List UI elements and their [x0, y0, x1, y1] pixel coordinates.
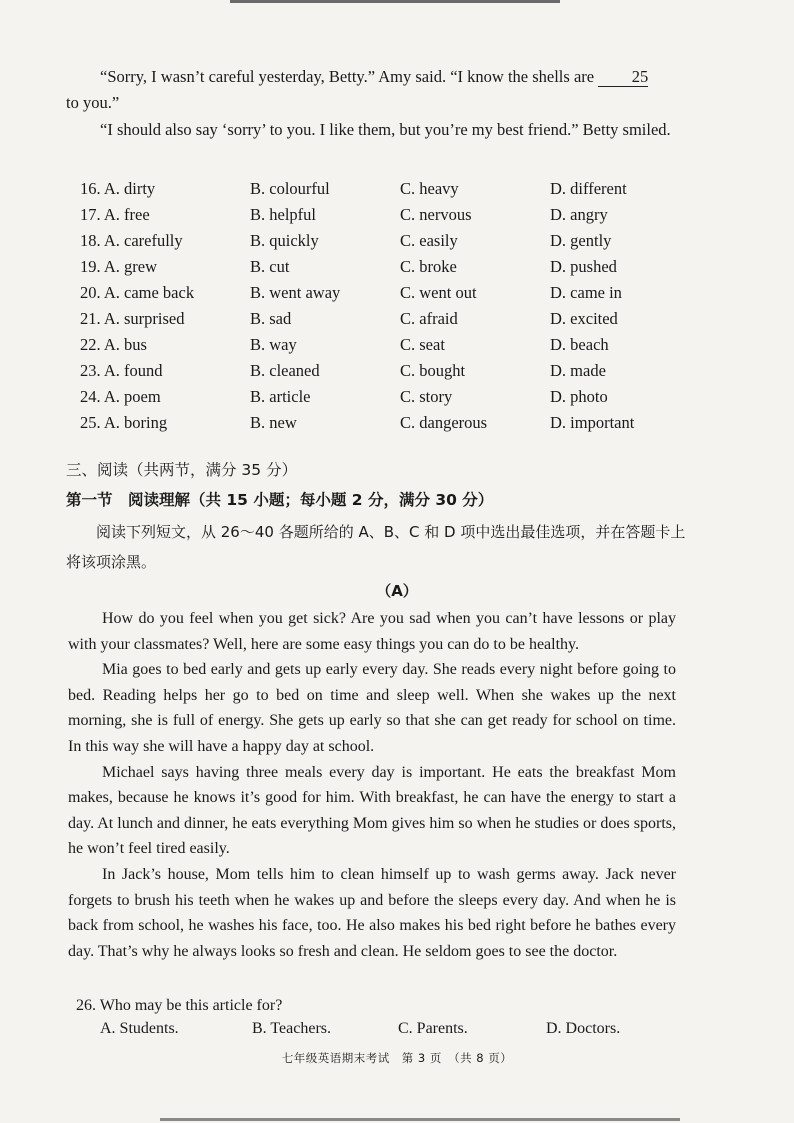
- option-d: D. different: [550, 179, 627, 198]
- option-c: C. easily: [400, 231, 458, 250]
- option-b: B. sad: [250, 309, 292, 328]
- option-a: 23. A. found: [80, 361, 163, 380]
- option-b: B. colourful: [250, 179, 330, 198]
- option-d: D. came in: [550, 283, 622, 302]
- section-1-heading: 第一节 阅读理解（共 15 小题；每小题 2 分，满分 30 分）: [66, 491, 494, 509]
- option-b: B. quickly: [250, 231, 319, 250]
- option-c: C. afraid: [400, 309, 458, 328]
- passage-end-paragraph-2: [66, 117, 686, 143]
- option-b: B. new: [250, 413, 297, 432]
- option-b: B. cut: [250, 257, 290, 276]
- passage-title: （A）: [376, 582, 418, 600]
- passage-end-paragraph-1: [66, 64, 686, 115]
- option-row: [80, 332, 680, 358]
- option-row: [80, 306, 680, 332]
- question-26-option-a: A. Students.: [100, 1020, 179, 1037]
- option-c: C. went out: [400, 283, 477, 302]
- section-3-heading: 三、阅读（共两节，满分 35 分）: [66, 461, 298, 479]
- option-a: 20. A. came back: [80, 283, 195, 302]
- option-b: B. went away: [250, 283, 341, 302]
- blank-25: 25: [598, 68, 648, 87]
- bottom-edge-line: [160, 1118, 680, 1121]
- passage-end-line1: “Sorry, I wasn’t careful yesterday, Betty.” Amy said. “I know the shells are: [100, 67, 595, 86]
- question-26-stem: 26. Who may be this article for?: [76, 997, 283, 1014]
- passage-paragraph: Michael says having three meals every day is important. He eats the breakfast Mom makes, because he knows it’s good for him. With breakfast, he can have the energy to start a day. At lunch and dinner, he eats everything Mom gives him so when he studies or does sports, he won’t feel tired easily.: [68, 763, 676, 858]
- option-row: [80, 280, 680, 306]
- option-row: [80, 254, 680, 280]
- option-d: D. important: [550, 413, 635, 432]
- passage-paragraph: How do you feel when you get sick? Are you sad when you can’t have lessons or play with your classmates? Well, here are some easy things you can do to be healthy.: [68, 610, 676, 653]
- passage-end-line2: “I should also say ‘sorry’ to you. I like them, but you’re my best friend.” Betty smiled.: [100, 120, 671, 139]
- option-a: 25. A. boring: [80, 413, 168, 432]
- option-c: C. nervous: [400, 205, 472, 224]
- option-c: C. dangerous: [400, 413, 488, 432]
- option-row: [80, 384, 680, 410]
- passage-paragraph: In Jack’s house, Mom tells him to clean himself up to wash germs away. Jack never forgets to brush his teeth when he wakes up and before the sleeps every day. And when he is back from school, he washes his face, too. He also makes his bed right before he bathes every day. That’s why he always looks so fresh and clean. He seldom goes to see the doctor.: [68, 865, 676, 960]
- option-d: D. pushed: [550, 257, 617, 276]
- question-26-option-c: C. Parents.: [398, 1020, 468, 1037]
- option-a: 21. A. surprised: [80, 309, 185, 328]
- option-c: C. heavy: [400, 179, 459, 198]
- option-b: B. cleaned: [250, 361, 320, 380]
- reading-passage: [68, 606, 676, 964]
- option-b: B. article: [250, 387, 311, 406]
- option-b: B. way: [250, 335, 297, 354]
- option-a: 17. A. free: [80, 205, 150, 224]
- option-row: [80, 228, 680, 254]
- question-26-options: [100, 1020, 660, 1044]
- option-a: 18. A. carefully: [80, 231, 183, 250]
- option-row: [80, 358, 680, 384]
- option-b: B. helpful: [250, 205, 316, 224]
- option-d: D. made: [550, 361, 606, 380]
- option-c: C. seat: [400, 335, 445, 354]
- option-row: [80, 202, 680, 228]
- option-d: D. excited: [550, 309, 618, 328]
- option-a: 22. A. bus: [80, 335, 147, 354]
- option-c: C. broke: [400, 257, 457, 276]
- option-d: D. beach: [550, 335, 609, 354]
- option-row: [80, 176, 680, 202]
- cloze-options-table: [80, 176, 680, 436]
- option-a: 16. A. dirty: [80, 179, 156, 198]
- instructions: 阅读下列短文，从 26～40 各题所给的 A、B、C 和 D 项中选出最佳选项，并在答题卡上将该项涂黑。: [66, 523, 686, 571]
- option-d: D. gently: [550, 231, 612, 250]
- top-edge-line: [230, 0, 560, 3]
- option-c: C. story: [400, 387, 453, 406]
- option-a: 24. A. poem: [80, 387, 161, 406]
- question-26-option-d: D. Doctors.: [546, 1020, 621, 1037]
- option-row: [80, 410, 680, 436]
- question-26-option-b: B. Teachers.: [252, 1020, 331, 1037]
- option-d: D. photo: [550, 387, 608, 406]
- passage-paragraph: Mia goes to bed early and gets up early every day. She reads every night before going to bed. Reading helps her go to bed on time and sleep well. When she wakes up the next morning, she is full of energy. She gets up early so that she can get ready for school on time. In this way she will have a happy day at school.: [68, 661, 676, 755]
- option-a: 19. A. grew: [80, 257, 157, 276]
- option-c: C. bought: [400, 361, 466, 380]
- option-d: D. angry: [550, 205, 608, 224]
- page-footer: 七年级英语期末考试 第 3 页 （共 8 页）: [281, 1051, 513, 1065]
- passage-end-line1-cont: to you.”: [66, 92, 120, 112]
